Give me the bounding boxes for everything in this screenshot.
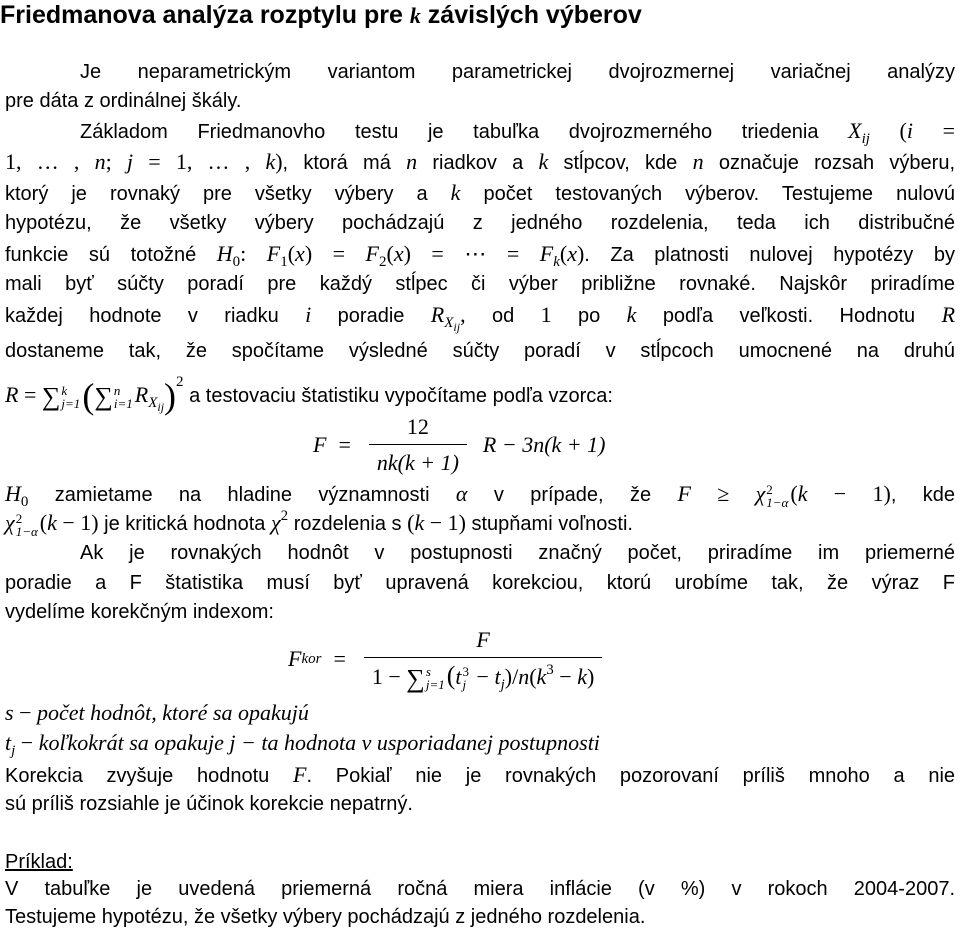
definition-t-j [5, 728, 955, 758]
math-subscript: 0 [232, 254, 241, 270]
text: Základom Friedmanovho testu je tabuľka dvojrozmerného triedenia [80, 121, 849, 143]
math-var: F [365, 241, 379, 266]
math-symbol: − [553, 663, 578, 689]
text: stĺpcov, kde [548, 152, 693, 174]
math-symbol: ) [576, 241, 585, 266]
text: V tabuľke je uvedená priemerná ročná miera inflácie (v %) v rokoch 2004-2007. [5, 878, 955, 900]
fraction [369, 414, 467, 477]
math-symbol: ( [446, 660, 456, 690]
text: . Pokiaľ nie je rovnakých pozorovaní príliš mnoho a nie [306, 765, 956, 787]
sum-upper-limit: k [61, 382, 68, 398]
paragraph-2-line-1 [5, 116, 955, 146]
math-subscript-2: ij [453, 320, 461, 334]
text: od [465, 305, 541, 327]
formula-lhs: F [288, 646, 302, 671]
big-paren-open: ( [82, 376, 95, 416]
big-paren-close: ) [164, 376, 177, 416]
math-symbol: ( [559, 241, 568, 266]
paragraph-4-line-3 [5, 597, 955, 627]
math-symbol: ( [407, 510, 415, 535]
paragraph-2-line-4 [5, 208, 955, 238]
text: dostaneme tak, že spočítame výsledné súčty poradí v stĺpcoch umocnené na druhú [5, 340, 955, 362]
math-var: k [265, 149, 276, 174]
math-var: F [293, 762, 307, 787]
math-superscript: 3 [546, 661, 554, 678]
math-var: R [430, 302, 445, 327]
math-subscript: 0 [20, 494, 29, 510]
math-symbol: , [460, 302, 466, 327]
math-var: F [266, 241, 281, 266]
example-heading [5, 847, 955, 877]
text: označuje rozsah výberu, [703, 152, 955, 174]
math-subscript-group [148, 394, 165, 414]
math-var: χ [5, 510, 15, 535]
paragraph-5-line-1 [5, 760, 955, 790]
math-symbol: = [18, 382, 42, 407]
math-symbol: : [240, 241, 267, 266]
math-var: k [626, 302, 637, 327]
math-symbol: = 1, … , [133, 149, 266, 174]
fraction [364, 627, 602, 692]
text: počet testovaných výberov. Testujeme nulovú [460, 183, 956, 205]
title-var-k: k [409, 3, 421, 28]
math-var: k [450, 180, 461, 205]
paragraph-4-line-2 [5, 568, 955, 598]
text: mali byť súčty poradí pre každý stĺpec či výber približne rovnaké. Najskôr priradíme [5, 273, 955, 295]
math-subscript: X [148, 395, 158, 411]
math-symbol: ( [790, 481, 798, 506]
math-var: χ [755, 481, 766, 506]
math-symbol: ( [386, 241, 394, 266]
example-line-1 [5, 874, 955, 904]
paragraph-2-line-6 [5, 269, 955, 299]
text: ktorý je rovnaký pre všetky výbery a [5, 183, 451, 205]
paragraph-2-line-8 [5, 336, 955, 366]
fraction-denominator [364, 657, 602, 692]
math-symbol: ( [529, 663, 537, 689]
definition-text: počet hodnôt, ktoré sa opakujú [36, 700, 309, 725]
math-var: H [216, 241, 233, 266]
math-symbol: 1, … , [5, 149, 95, 174]
math-subscript: 1 [280, 254, 288, 270]
math-symbol: − [15, 730, 39, 755]
text: poradie a F štatistika musí byť upravená korekciou, ktorú urobíme tak, že výraz F [5, 572, 955, 594]
math-symbol: ( [287, 241, 296, 266]
math-var: k [797, 481, 808, 506]
math-var: k [414, 510, 425, 535]
math-number: 1 [540, 302, 552, 327]
text: pre dáta z ordinálnej škály. [5, 90, 242, 112]
math-subscript: 2 [379, 254, 387, 270]
math-var: j [126, 149, 134, 174]
sum-symbol: ∑ [406, 663, 425, 693]
math-var: i [305, 302, 312, 327]
equals-sign: = [333, 646, 346, 671]
math-symbol: − 1) [424, 510, 466, 535]
definition-text: koľkokrát sa opakuje j − ta hodnota v usporiadanej postupnosti [38, 730, 600, 755]
page-title [0, 0, 642, 30]
math-sup-sub [16, 512, 38, 538]
formula-rest: R − 3n(k + 1) [482, 432, 606, 457]
text: . Za platnosti nulovej hypotézy by [584, 244, 955, 266]
text: hypotézu, že všetky výbery pochádzajú z jedného rozdelenia, teda ich distribučné [5, 212, 955, 234]
text: Ak je rovnakých hodnôt v postupnosti značný počet, priradíme im priemerné [80, 542, 955, 564]
math-symbol: ) [275, 149, 283, 174]
math-var: H [5, 481, 21, 506]
paragraph-3-line-1 [5, 479, 955, 509]
formula-F-kor: F kor = F 1 − ∑ s j=1 (t 3 j − $t_j)/n(k^3 - k)$ [288, 627, 608, 691]
math-subscript: ij [861, 131, 870, 147]
text: v prípade, že [467, 484, 678, 506]
title-text: Friedmanova analýza rozptylu pre [0, 1, 410, 29]
math-symbol: ) [586, 663, 595, 689]
math-superscript: 2 [176, 374, 184, 390]
math-subscript: j [500, 676, 505, 693]
math-symbol: ) = ⋯ = [403, 241, 540, 266]
math-var: F [539, 241, 554, 266]
example-heading-text: Príklad: [5, 851, 73, 873]
math-var: R [5, 382, 19, 407]
formula-F [313, 414, 605, 476]
math-symbol: 1 − [371, 663, 407, 689]
text: podľa veľkosti. Hodnotu [636, 305, 942, 327]
math-var: k [47, 510, 57, 535]
definition-s [5, 698, 955, 728]
text: Je neparametrickým variantom parametrickej dvojrozmernej variačnej analýzy [80, 61, 955, 83]
paragraph-1-line-2 [5, 86, 955, 116]
text: poradie [311, 305, 431, 327]
paragraph-2-line-2 [5, 147, 955, 177]
text: a testovaciu štatistiku vypočítame podľa vzorca: [183, 385, 613, 407]
text: každej hodnote v riadku [5, 305, 306, 327]
math-var: χ [270, 510, 281, 535]
math-subscript: j [11, 743, 16, 759]
math-var: s [5, 700, 14, 725]
fraction-numerator: 12 [406, 413, 429, 439]
math-var: F [677, 481, 691, 506]
sum-lower-limit: j=1 [425, 677, 445, 693]
math-symbol: ; [105, 149, 127, 174]
math-symbol: = [912, 118, 955, 143]
math-symbol: − 1) [807, 481, 891, 506]
math-var: k [536, 663, 547, 689]
title-text: závislých výberov [420, 1, 642, 29]
sum-lower-limit: j=1 [61, 395, 81, 411]
paragraph-3-line-2 [5, 508, 955, 538]
text: rozdelenia s [288, 513, 408, 535]
math-var: k [577, 663, 587, 689]
math-subscript-group [444, 314, 461, 334]
math-symbol: − [471, 663, 495, 689]
math-sup-sub [766, 483, 788, 509]
math-var: x [393, 241, 404, 266]
example-line-2 [5, 902, 955, 932]
math-var: x [567, 241, 577, 266]
math-subscript-2: ij [157, 400, 165, 414]
math-var: t [5, 730, 12, 755]
math-var: i [906, 118, 913, 143]
paragraph-4-line-1 [5, 538, 955, 568]
math-subscript: 1−α [766, 494, 789, 510]
text: stupňami voľnosti. [465, 513, 633, 535]
sum-limits [426, 665, 445, 691]
math-var: R [941, 302, 956, 327]
math-var: n [94, 149, 106, 174]
sum-lower-limit: i=1 [113, 395, 133, 411]
paragraph-2-line-7 [5, 300, 956, 334]
text: , ktorá má [282, 152, 407, 174]
math-var: k [538, 149, 549, 174]
text: , kde [890, 484, 956, 506]
text: zamietame na hladine významnosti [28, 484, 456, 506]
math-var: t [455, 663, 462, 689]
math-subscript: 1−α [15, 523, 38, 539]
math-sup-sub [463, 665, 470, 691]
math-var: R [134, 382, 149, 407]
math-subscript: X [444, 315, 454, 331]
math-symbol: ( [869, 118, 907, 143]
math-var: n [692, 149, 704, 174]
fraction-numerator: F [476, 626, 490, 652]
math-superscript: 2 [15, 510, 23, 526]
math-var: n [518, 663, 530, 689]
text: vydelíme korekčným indexom: [5, 601, 274, 623]
text: sú príliš rozsiahle je účinok korekcie nepatrný. [5, 793, 413, 815]
math-var: x [295, 241, 305, 266]
text: Testujeme hypotézu, že všetky výbery pochádzajú z jedného rozdelenia. [5, 906, 646, 928]
math-var: t [494, 663, 501, 689]
equals-sign: = [338, 432, 351, 457]
sum-symbol: ∑ [41, 382, 61, 411]
sum-limits [61, 384, 80, 410]
sum-symbol: ∑ [94, 382, 113, 411]
text: Korekcia zvyšuje hodnotu [5, 765, 293, 787]
text: riadkov a [417, 152, 539, 174]
math-symbol: − [13, 700, 37, 725]
text: funkcie sú totožné [5, 244, 217, 266]
math-var: α [455, 481, 468, 506]
sum-limits [114, 384, 133, 410]
sum-upper-limit: s [425, 664, 431, 680]
math-symbol: ) = [304, 241, 366, 266]
math-superscript: 2 [280, 508, 289, 524]
paragraph-2-line-3 [5, 178, 955, 208]
math-subscript: j [462, 677, 467, 693]
sum-upper-limit: n [113, 382, 121, 398]
math-var: X [848, 118, 862, 143]
math-symbol: − 1) [56, 510, 99, 535]
formula-lhs: F [313, 432, 327, 457]
math-subscript: k [553, 254, 560, 270]
math-symbol: ( [39, 510, 48, 535]
math-symbol: ≥ [690, 481, 756, 506]
math-symbol: )/ [504, 663, 519, 689]
math-superscript: 3 [462, 664, 470, 680]
math-var: n [406, 149, 418, 174]
paragraph-5-line-2 [5, 789, 955, 819]
text: po [551, 305, 627, 327]
paragraph-1-line-1 [5, 57, 955, 87]
math-superscript: 2 [766, 481, 773, 497]
fraction-denominator: nk(k + 1) [369, 444, 467, 477]
text: je kritická hodnota [98, 513, 271, 535]
formula-R-line [5, 374, 955, 416]
paragraph-2-line-5 [5, 239, 955, 269]
